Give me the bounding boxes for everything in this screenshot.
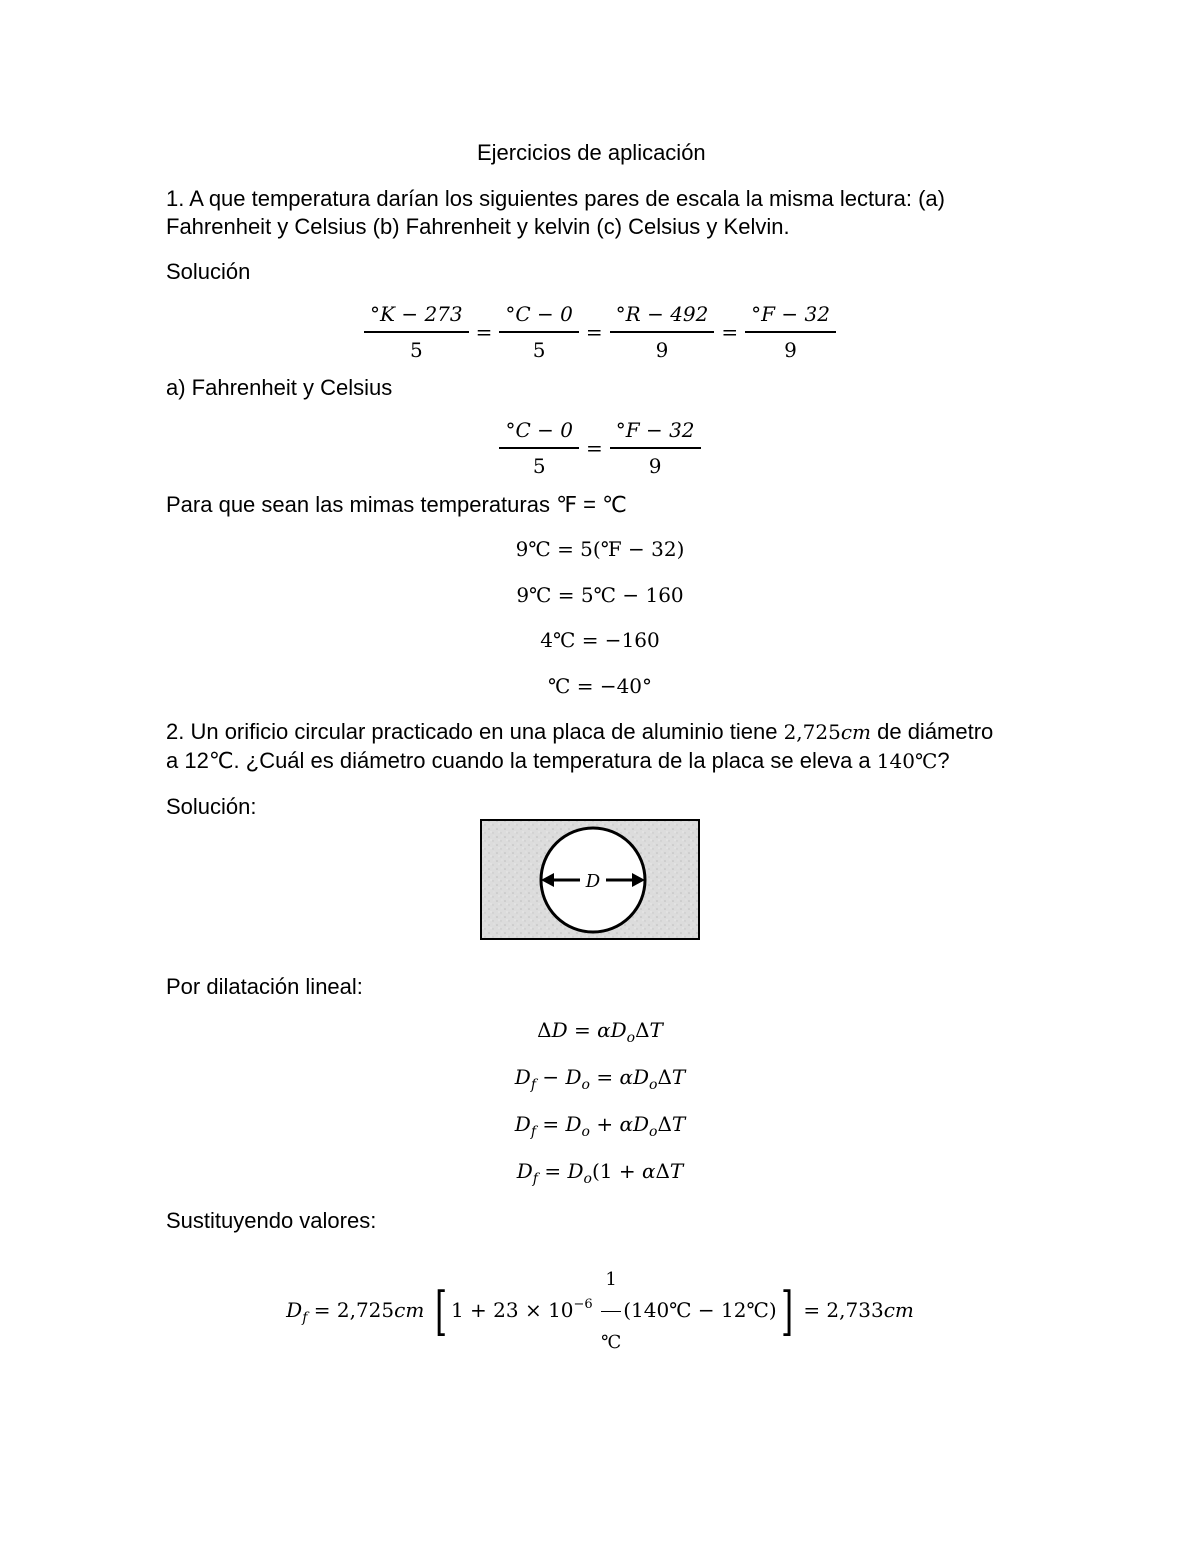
step-2: 9℃ = 5℃ − 160 [516,583,684,607]
dilatation-eq-1: $\Delta D = \alpha D_o\Delta T$ [537,1018,663,1046]
conversion-equation: $\frac{^\circ K - 273}{5}$ = $\frac{^\circ C - 0}{5}$ = $\frac{^\circ R - 492}{9}$ = $\frac{^\circ F - 32}{9}$ [0,300,1200,364]
plate-hole-diagram [480,819,700,940]
problem1-statement-line2: Fahrenheit y Celsius (b) Fahrenheit y kelvin (c) Celsius y Kelvin. [166,214,790,239]
dilatation-eq-3: $D_f = D_o + \alpha D_o\Delta T$ [514,1112,686,1140]
diameter-label: D [585,871,601,892]
fraction-rankine: $\frac{^\circ R - 492}{9}$ [610,300,715,364]
part-a-label: a) Fahrenheit y Celsius [166,375,393,400]
dilatation-eq-4: $D_f = D_o(1 + \alpha\Delta T$ [516,1159,684,1187]
problem2-statement-line1: 2. Un orificio circular practicado en una placa de aluminio tiene 2,725cm de diámetro [166,719,994,744]
same-temperature-text: Para que sean las mimas temperaturas ℉ = ℃ [166,492,627,517]
substitute-label: Sustituyendo valores: [166,1208,377,1233]
problem1-statement-line1: 1. A que temperatura darían los siguientes pares de escala la misma lectura: (a) [166,186,945,211]
plate-hole-figure [480,819,700,940]
step-3: 4℃ = −160 [540,628,660,652]
right-bracket: ] [780,1281,793,1342]
final-equation: $D_f = 2,725cm$ [ $1 + 23 \times 10^{-6}$ $\frac{1}{℃}$ (140℃ − 12℃)] = 2,733cm [0,1250,1200,1310]
fraction-celsius: $\frac{^\circ C - 0}{5}$ [499,416,579,480]
fraction-kelvin: $\frac{^\circ K - 273}{5}$ [364,300,469,364]
fraction-fahrenheit: $\frac{^\circ F - 32}{9}$ [610,416,701,480]
problem1-solution-label: Solución [166,259,251,284]
step-4: ℃ = −40° [547,674,653,698]
inverse-celsius-fraction: $\frac{1}{℃}$ [601,1250,621,1373]
problem2-solution-label: Solución: [166,794,257,819]
fraction-celsius: $\frac{^\circ C - 0}{5}$ [499,300,579,364]
fraction-fahrenheit: $\frac{^\circ F - 32}{9}$ [745,300,836,364]
left-bracket: [ [434,1281,447,1342]
page-title: Ejercicios de aplicación [477,140,706,165]
step-1: 9℃ = 5(℉ − 32) [515,537,685,561]
problem2-statement-line2: a 12℃. ¿Cuál es diámetro cuando la temperatura de la placa se eleva a 140℃? [166,748,950,773]
dilatation-eq-2: $D_f - D_o = \alpha D_o\Delta T$ [514,1065,686,1093]
equation-celsius-fahrenheit: $\frac{^\circ C - 0}{5}$ = $\frac{^\circ F - 32}{9}$ [0,416,1200,480]
dilatation-label: Por dilatación lineal: [166,974,363,999]
